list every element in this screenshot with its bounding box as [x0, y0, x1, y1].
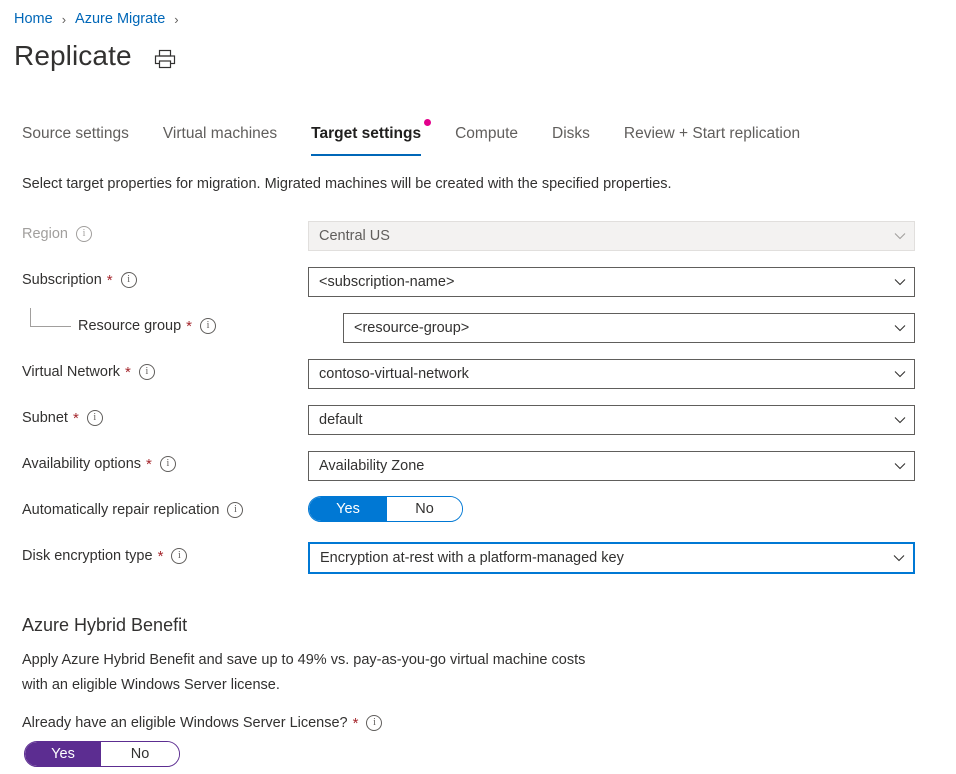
form-row-disk-encryption [0, 540, 956, 586]
chevron-down-icon [894, 368, 906, 380]
availability-options-value: Availability Zone [319, 458, 425, 474]
subnet-label: Subnet * i [22, 410, 103, 426]
tab-compute[interactable] [455, 125, 518, 154]
hybrid-benefit-yes-option[interactable]: Yes [25, 742, 101, 766]
resource-group-dropdown[interactable] [343, 313, 915, 343]
target-settings-form [0, 218, 956, 586]
hybrid-benefit-question-label: Already have an eligible Windows Server License? * i [22, 715, 382, 731]
tab-disks[interactable] [552, 125, 590, 154]
tab-review-start-replication[interactable] [624, 125, 800, 154]
region-label: Region i [22, 226, 92, 242]
info-icon[interactable]: i [160, 456, 176, 472]
form-row-region [0, 218, 956, 264]
tree-connector-line [30, 308, 71, 327]
info-icon[interactable]: i [76, 226, 92, 242]
resource-group-label: Resource group * i [78, 318, 216, 334]
info-icon[interactable]: i [366, 715, 382, 731]
required-marker: * [186, 317, 193, 335]
hybrid-benefit-toggle[interactable] [24, 741, 180, 767]
hybrid-benefit-title: Azure Hybrid Benefit [22, 615, 188, 635]
availability-options-label: Availability options * i [22, 456, 176, 472]
form-row-subscription [0, 264, 956, 310]
availability-options-dropdown[interactable] [308, 451, 915, 481]
breadcrumb-separator-icon-2: › [174, 11, 179, 27]
required-marker: * [157, 547, 164, 565]
auto-repair-label: Automatically repair replication i [22, 502, 243, 518]
tab-label: Review + Start replication [623, 125, 801, 142]
subscription-dropdown[interactable] [308, 267, 915, 297]
required-marker: * [106, 271, 113, 289]
tab-label: Virtual machines [162, 125, 278, 142]
form-row-resource-group [0, 310, 956, 356]
info-icon[interactable]: i [121, 272, 137, 288]
virtual-network-value: contoso-virtual-network [319, 366, 469, 382]
info-icon[interactable]: i [139, 364, 155, 380]
tab-label: Compute [455, 125, 519, 142]
chevron-down-icon [894, 414, 906, 426]
resource-group-value: <resource-group> [354, 320, 470, 336]
virtual-network-label: Virtual Network * i [22, 364, 155, 380]
subscription-label: Subscription * i [22, 272, 137, 288]
tab-alert-dot-icon [424, 119, 431, 126]
subnet-value: default [319, 412, 363, 428]
region-value: Central US [319, 228, 390, 244]
chevron-down-icon [894, 460, 906, 472]
info-icon[interactable]: i [227, 502, 243, 518]
printer-icon[interactable] [154, 49, 176, 72]
subnet-dropdown[interactable] [308, 405, 915, 435]
breadcrumb-item-home[interactable]: Home [14, 11, 53, 27]
hybrid-benefit-no-option[interactable]: No [101, 742, 179, 766]
auto-repair-yes-option[interactable]: Yes [309, 497, 387, 521]
tab-target-settings[interactable] [311, 125, 421, 156]
required-marker: * [125, 363, 131, 381]
hybrid-benefit-description [22, 648, 585, 698]
disk-encryption-dropdown[interactable] [308, 542, 915, 574]
chevron-down-icon [894, 230, 906, 242]
breadcrumb-separator-icon: › [61, 11, 67, 27]
hybrid-benefit-question-row [22, 715, 382, 731]
required-marker: * [352, 714, 359, 732]
chevron-down-icon [894, 322, 906, 334]
disk-encryption-label: Disk encryption type * i [22, 548, 187, 564]
required-marker: * [72, 409, 79, 427]
info-icon[interactable]: i [200, 318, 216, 334]
tab-virtual-machines[interactable] [163, 125, 277, 154]
tab-label: Target settings [311, 125, 422, 142]
tab-bar [22, 125, 834, 156]
hybrid-benefit-description-line1: Apply Azure Hybrid Benefit and save up to 49% vs. pay-as-you-go virtual machine costs [22, 652, 586, 668]
form-row-subnet [0, 402, 956, 448]
info-icon[interactable]: i [171, 548, 187, 564]
azure-hybrid-benefit-section [22, 615, 585, 698]
auto-repair-toggle[interactable] [308, 496, 463, 522]
info-icon[interactable]: i [87, 410, 103, 426]
title-row [14, 40, 176, 72]
tab-label: Source settings [22, 125, 129, 142]
form-row-auto-repair [0, 494, 956, 540]
tab-source-settings[interactable] [22, 125, 129, 154]
chevron-down-icon [893, 552, 905, 564]
breadcrumb [14, 11, 188, 27]
breadcrumb-item-azure-migrate[interactable]: Azure Migrate [75, 11, 166, 27]
form-row-availability-options [0, 448, 956, 494]
page-title: Replicate [14, 40, 132, 71]
virtual-network-dropdown[interactable] [308, 359, 915, 389]
disk-encryption-value: Encryption at-rest with a platform-managed key [320, 550, 624, 566]
chevron-down-icon [894, 276, 906, 288]
tab-label: Disks [552, 125, 590, 142]
hybrid-benefit-description-line2: with an eligible Windows Server license. [22, 677, 280, 693]
page-description: Select target properties for migration. Migrated machines will be created with the specified properties. [22, 176, 672, 192]
form-row-virtual-network [0, 356, 956, 402]
required-marker: * [146, 455, 152, 473]
auto-repair-no-option[interactable]: No [387, 497, 462, 521]
subscription-value: <subscription-name> [319, 274, 455, 290]
region-dropdown [308, 221, 915, 251]
